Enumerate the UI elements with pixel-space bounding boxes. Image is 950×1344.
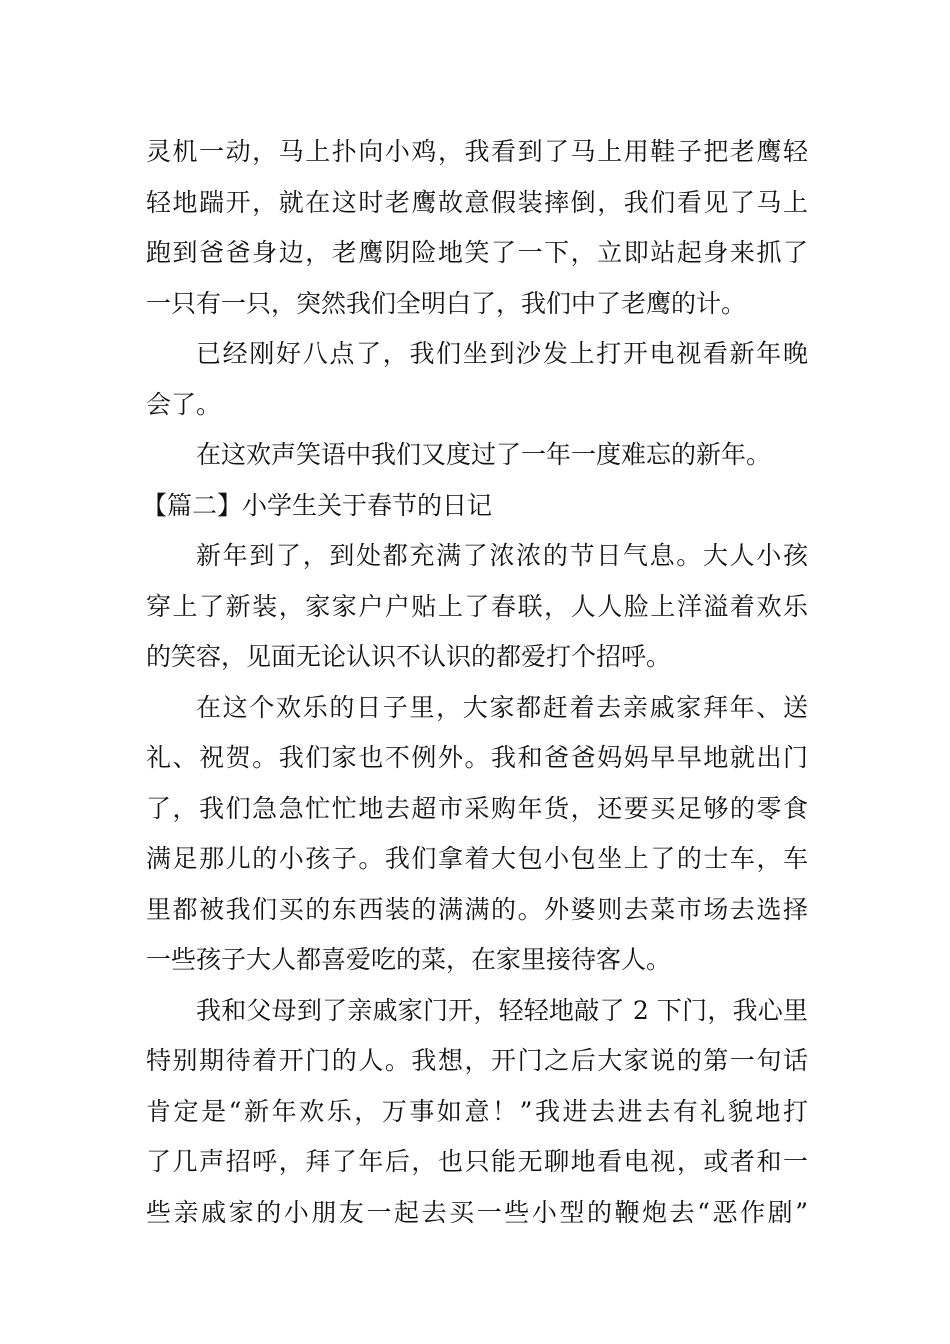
paragraph-start: 已经刚好八点了，我们坐到沙发上打开电视看新年晚 bbox=[196, 339, 808, 368]
text-line: 里都被我们买的东西装的满满的。外婆则去菜市场去选择 bbox=[146, 894, 808, 924]
section-heading: 【篇二】小学生关于春节的日记 bbox=[142, 490, 493, 520]
text-line: 肯定是“新年欢乐，万事如意！”我进去进去有礼貌地打 bbox=[146, 1096, 808, 1126]
text-line: 会了。 bbox=[146, 389, 222, 419]
text-line: 轻地踹开，就在这时老鹰故意假装摔倒，我们看见了马上 bbox=[146, 187, 808, 217]
text-line: 跑到爸爸身边，老鹰阴险地笑了一下，立即站起身来抓了 bbox=[146, 238, 808, 267]
text-line: 礼、祝贺。我们家也不例外。我和爸爸妈妈早早地就出门 bbox=[146, 743, 808, 772]
text-line: 一只有一只，突然我们全明白了，我们中了老鹰的计。 bbox=[146, 288, 747, 318]
text-line: 些亲戚家的小朋友一起去买一些小型的鞭炮去“恶作剧” bbox=[146, 1197, 808, 1227]
text-line: 的笑容，见面无论认识不认识的都爱打个招呼。 bbox=[146, 642, 672, 671]
text-line: 了几声招呼，拜了年后，也只能无聊地看电视，或者和一 bbox=[146, 1147, 808, 1176]
paragraph-start: 我和父母到了亲戚家门开，轻轻地敲了 2 下门，我心里 bbox=[196, 995, 808, 1025]
text-line: 了，我们急急忙忙地去超市采购年货，还要买足够的零食 bbox=[146, 793, 808, 823]
text-line: 特别期待着开门的人。我想，开门之后大家说的第一句话 bbox=[146, 1046, 808, 1075]
text-line: 一些孩子大人都喜爱吃的菜，在家里接待客人。 bbox=[146, 945, 672, 974]
text-line: 穿上了新装，家家户户贴上了春联，人人脸上洋溢着欢乐 bbox=[146, 591, 808, 621]
document-body bbox=[142, 127, 808, 1238]
paragraph-start: 在这欢声笑语中我们又度过了一年一度难忘的新年。 bbox=[196, 440, 772, 469]
paragraph-start: 在这个欢乐的日子里，大家都赶着去亲戚家拜年、送 bbox=[196, 692, 808, 722]
paragraph-start: 新年到了，到处都充满了浓浓的节日气息。大人小孩 bbox=[196, 541, 808, 570]
text-line: 灵机一动，马上扑向小鸡，我看到了马上用鞋子把老鹰轻 bbox=[146, 137, 808, 166]
text-line: 满足那儿的小孩子。我们拿着大包小包坐上了的士车，车 bbox=[146, 844, 808, 873]
